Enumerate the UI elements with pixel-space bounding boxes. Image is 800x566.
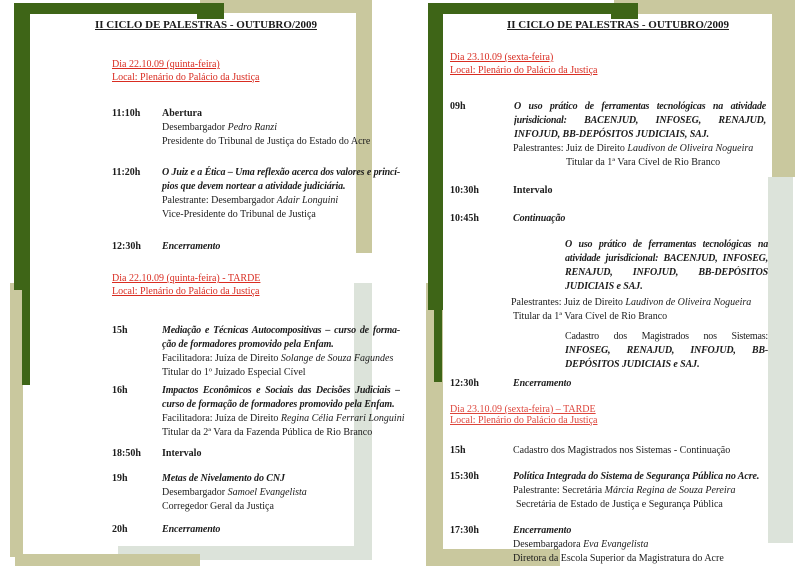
italic-name-segment: Samoel Evangelista [227, 487, 307, 498]
page-title [507, 19, 729, 32]
schedule-line [566, 156, 720, 169]
text-segment: Intervalo [513, 185, 553, 196]
time-label [112, 324, 128, 337]
time-label [112, 384, 128, 397]
schedule-line [565, 252, 768, 265]
text-segment: Titular da 1ª Vara Cível de Rio Branco [566, 157, 721, 168]
schedule-line [162, 366, 306, 379]
text-segment: Dia 23.10.09 (sexta-feira) – TARDE [450, 404, 596, 415]
text-segment: Palestrante: Desembargador [162, 195, 277, 206]
text-segment: Titular do 1º Juizado Especial Cível [162, 367, 306, 378]
text-segment: Dia 23.10.09 (sexta-feira) [450, 52, 554, 63]
text-segment: Diretora da Escola Superior da Magistratura do Acre [513, 553, 724, 564]
text-segment: 12:30h [450, 378, 479, 389]
text-segment: 09h [450, 101, 466, 112]
text-segment: Facilitadora: Juíza de Direito [162, 413, 281, 424]
text-segment: Dia 22.10.09 (quinta-feira) [112, 59, 220, 70]
decoration-green-left-bar-left-page [14, 3, 30, 290]
time-label [450, 377, 479, 390]
schedule-line [514, 128, 709, 141]
text-segment: 12:30h [112, 241, 141, 252]
schedule-line [513, 524, 571, 537]
text-segment: 10:45h [450, 213, 479, 224]
text-segment: 11:20h [112, 167, 141, 178]
text-segment: Facilitadora: Juíza de Direito [162, 353, 281, 364]
schedule-line [162, 486, 307, 499]
schedule-line [162, 166, 400, 179]
text-segment: curso de formação de formadores promovido pela Enfam. [162, 399, 395, 410]
text-segment: Desembargador [162, 487, 228, 498]
text-segment: Palestrantes: Juiz de Direito [511, 297, 626, 308]
text-segment: 18:50h [112, 448, 141, 459]
schedule-line [162, 135, 370, 148]
schedule-line [162, 500, 274, 513]
schedule-line [162, 523, 220, 536]
schedule-line [516, 498, 723, 511]
time-label [450, 212, 479, 225]
italic-name-segment: Márcia Regina de Souza Pereira [604, 485, 736, 496]
decoration-green-left-step-left-page [22, 290, 30, 385]
schedule-line [162, 208, 316, 221]
text-segment: INFOJUD, BB-DEPÓSITOS JUDICIAIS, SAJ. [514, 129, 710, 140]
schedule-line [565, 266, 768, 279]
text-segment: Impactos Econômicos e Sociais das Decisões Judiciais – [162, 385, 400, 396]
text-segment: Presidente do Tribunal de Justiça do Estado do Acre [162, 136, 371, 147]
text-segment: Desembargadora [513, 539, 584, 550]
text-segment: 10:30h [450, 185, 479, 196]
decoration-green-top-bar-left-page [16, 3, 224, 14]
schedule-line [162, 412, 404, 425]
schedule-line [513, 538, 648, 551]
date-location-line [112, 71, 259, 84]
date-location-line [450, 51, 553, 64]
schedule-line [513, 184, 552, 197]
schedule-line [162, 384, 400, 397]
time-label [112, 523, 128, 536]
time-label [450, 524, 479, 537]
date-location-line [450, 404, 596, 415]
schedule-line [565, 280, 643, 293]
time-label [112, 240, 141, 253]
text-segment: O uso prático de ferramentas tecnológicas na [565, 239, 768, 250]
text-segment: Local: Plenário do Palácio da Justiça [450, 415, 598, 426]
italic-name-segment: Laudivon de Oliveira Nogueira [625, 297, 752, 308]
text-segment: Corregedor Geral da Justiça [162, 501, 274, 512]
text-segment: II CICLO DE PALESTRAS - OUTUBRO/2009 [95, 19, 317, 31]
decoration-khaki-top-bar-right-page [614, 0, 795, 14]
text-segment: atividade jurisdicional: BACENJUD, INFOSEG, [565, 253, 768, 264]
bullet-line [565, 330, 768, 343]
text-segment: O Juiz e a Ética – Uma reflexão acerca dos valores e princí- [162, 167, 400, 178]
text-segment: Continuação [513, 213, 566, 224]
italic-name-segment: Regina Célia Ferrari Longuini [280, 413, 405, 424]
text-segment: Titular da 1ª Vara Cível de Rio Branco [513, 311, 668, 322]
text-segment: ção de formadores promovido pela Enfam. [162, 339, 334, 350]
schedule-line [514, 114, 766, 127]
decoration-green-top-bar-right-page [430, 3, 638, 14]
text-segment: II CICLO DE PALESTRAS - OUTUBRO/2009 [507, 19, 729, 31]
text-segment: Local: Plenário do Palácio da Justiça [450, 65, 598, 76]
text-segment: Encerramento [513, 378, 572, 389]
time-label [112, 447, 141, 460]
schedule-line [513, 377, 571, 390]
page-title [95, 19, 317, 32]
decoration-khaki-right-bar-left-page [356, 0, 372, 253]
schedule-line [513, 552, 724, 565]
schedule-line [513, 484, 736, 497]
italic-name-segment: Eva Evangelista [583, 539, 649, 550]
text-segment: Política Integrada do Sistema de Segurança Pública no Acre. [513, 471, 760, 482]
text-segment: JUDICIAIS e SAJ. [565, 281, 643, 292]
text-segment: INFOSEG, RENAJUD, INFOJUD, BB- [565, 345, 768, 356]
text-segment: Palestrante: Secretária [513, 485, 605, 496]
date-location-line [450, 64, 597, 77]
time-label [450, 100, 466, 113]
schedule-line [513, 142, 753, 155]
text-segment: Vice-Presidente do Tribunal de Justiça [162, 209, 316, 220]
italic-name-segment: Pedro Ranzi [227, 122, 277, 133]
text-segment: 16h [112, 385, 128, 396]
schedule-line [565, 358, 699, 371]
text-segment: 15h [450, 445, 466, 456]
text-segment: DEPÓSITOS JUDICIAIS e SAJ. [565, 359, 700, 370]
schedule-line [162, 352, 393, 365]
text-segment: Intervalo [162, 448, 202, 459]
italic-name-segment: Laudivon de Oliveira Nogueira [627, 143, 754, 154]
time-label [450, 184, 479, 197]
text-segment: O uso prático de ferramentas tecnológicas na atividade [514, 101, 766, 112]
date-location-line [112, 272, 260, 285]
text-segment: Encerramento [162, 524, 221, 535]
schedule-line [162, 398, 394, 411]
text-segment: Encerramento [513, 525, 572, 536]
italic-name-segment: Solange de Souza Fagundes [280, 353, 394, 364]
bullet-line [565, 238, 768, 251]
text-segment: Metas de Nivelamento do CNJ [162, 473, 285, 484]
schedule-line [162, 426, 372, 439]
text-segment: Palestrantes: Juiz de Direito [513, 143, 628, 154]
schedule-line [513, 310, 667, 323]
time-label [112, 166, 140, 179]
decoration-green-left-step-right-page [434, 310, 442, 382]
schedule-line [513, 212, 565, 225]
text-segment: Cadastro dos Magistrados nos Sistemas - Continuação [513, 445, 731, 456]
schedule-line [162, 338, 334, 351]
schedule-line [162, 180, 345, 193]
schedule-line [513, 444, 730, 457]
schedule-line [162, 472, 285, 485]
text-segment: 11:10h [112, 108, 141, 119]
schedule-line [162, 121, 277, 134]
text-segment: RENAJUD, INFOJUD, BB-DEPÓSITOS [565, 267, 768, 278]
text-segment: jurisdicional: BACENJUD, INFOSEG, RENAJUD, [514, 115, 766, 126]
date-location-line [112, 58, 220, 71]
text-segment: 19h [112, 473, 128, 484]
text-segment: Titular da 2ª Vara da Fazenda Pública de Rio Branco [162, 427, 373, 438]
decoration-khaki-right-bar-right-page [772, 0, 795, 177]
time-label [112, 472, 128, 485]
text-segment: 15:30h [450, 471, 479, 482]
text-segment: Local: Plenário do Palácio da Justiça [112, 72, 260, 83]
schedule-line [513, 470, 759, 483]
text-segment: Cadastro dos Magistrados nos Sistemas: [565, 331, 768, 342]
time-label [112, 107, 140, 120]
text-segment: pios que devem nortear a atividade judiciária. [162, 181, 346, 192]
decoration-khaki-bottom-bar-left-page [15, 554, 200, 566]
time-label [450, 470, 479, 483]
text-segment: Local: Plenário do Palácio da Justiça [112, 286, 260, 297]
schedule-line [162, 240, 220, 253]
date-location-line [450, 415, 597, 426]
text-segment: Encerramento [162, 241, 221, 252]
schedule-line [514, 100, 766, 113]
text-segment: 17:30h [450, 525, 479, 536]
schedule-line [162, 324, 400, 337]
text-segment: Dia 22.10.09 (quinta-feira) - TARDE [112, 273, 261, 284]
time-label [450, 444, 466, 457]
text-segment: 20h [112, 524, 128, 535]
italic-name-segment: Adair Longuini [276, 195, 339, 206]
schedule-line [511, 296, 751, 309]
date-location-line [112, 285, 259, 298]
schedule-line [565, 344, 768, 357]
text-segment: Desembargador [162, 122, 228, 133]
decoration-green-left-bar-right-page [428, 3, 443, 310]
text-segment: Secretária de Estado de Justiça e Segurança Pública [516, 499, 723, 510]
text-segment: Abertura [162, 108, 202, 119]
text-segment: Mediação e Técnicas Autocompositivas – curso de forma- [162, 325, 400, 336]
schedule-line [162, 194, 338, 207]
decoration-pale-right-bar-right-page [768, 177, 793, 543]
text-segment: 15h [112, 325, 128, 336]
schedule-line [162, 447, 201, 460]
schedule-line [162, 107, 202, 120]
